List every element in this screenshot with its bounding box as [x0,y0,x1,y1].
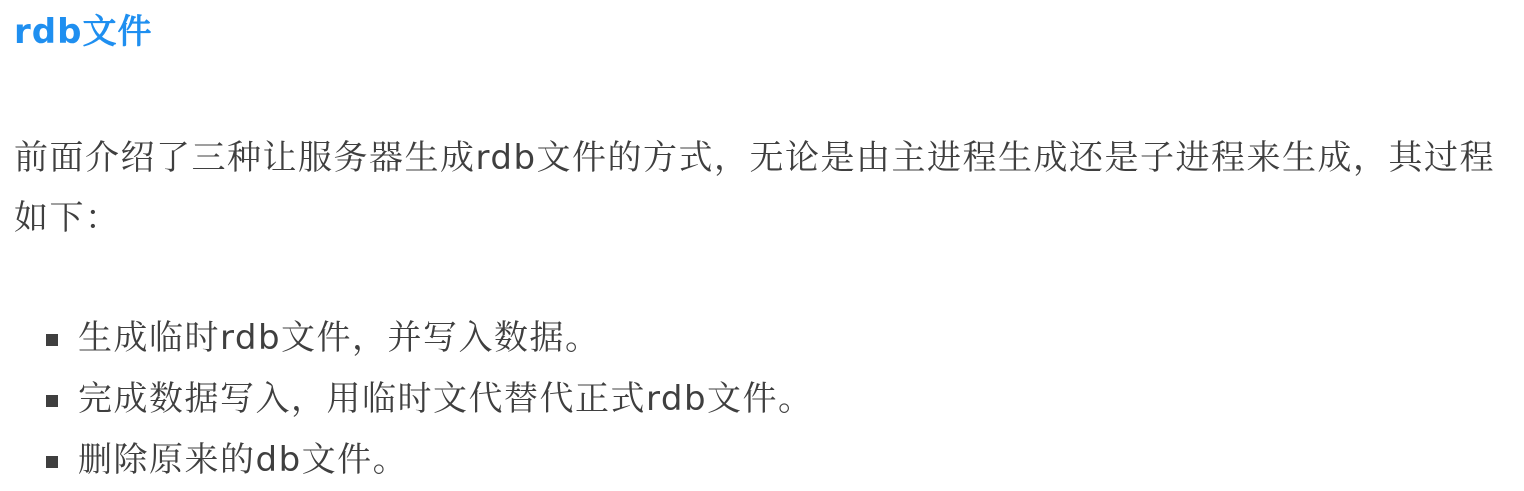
list-item-text: 删除原来的db文件。 [78,440,409,480]
list-item [0,308,814,369]
square-bullet-icon [46,456,58,468]
list-item-text: 完成数据写入，用临时文代替代正式rdb文件。 [78,379,814,419]
list-item-text: 生成临时rdb文件，并写入数据。 [78,318,601,358]
list-item [0,369,814,430]
intro-paragraph: 前面介绍了三种让服务器生成rdb文件的方式，无论是由主进程生成还是子进程来生成，其过程如下： [14,138,1496,238]
section-heading: rdb文件 [14,12,153,52]
list-item [0,430,814,491]
square-bullet-icon [46,334,58,346]
square-bullet-icon [46,395,58,407]
steps-list [0,308,814,491]
